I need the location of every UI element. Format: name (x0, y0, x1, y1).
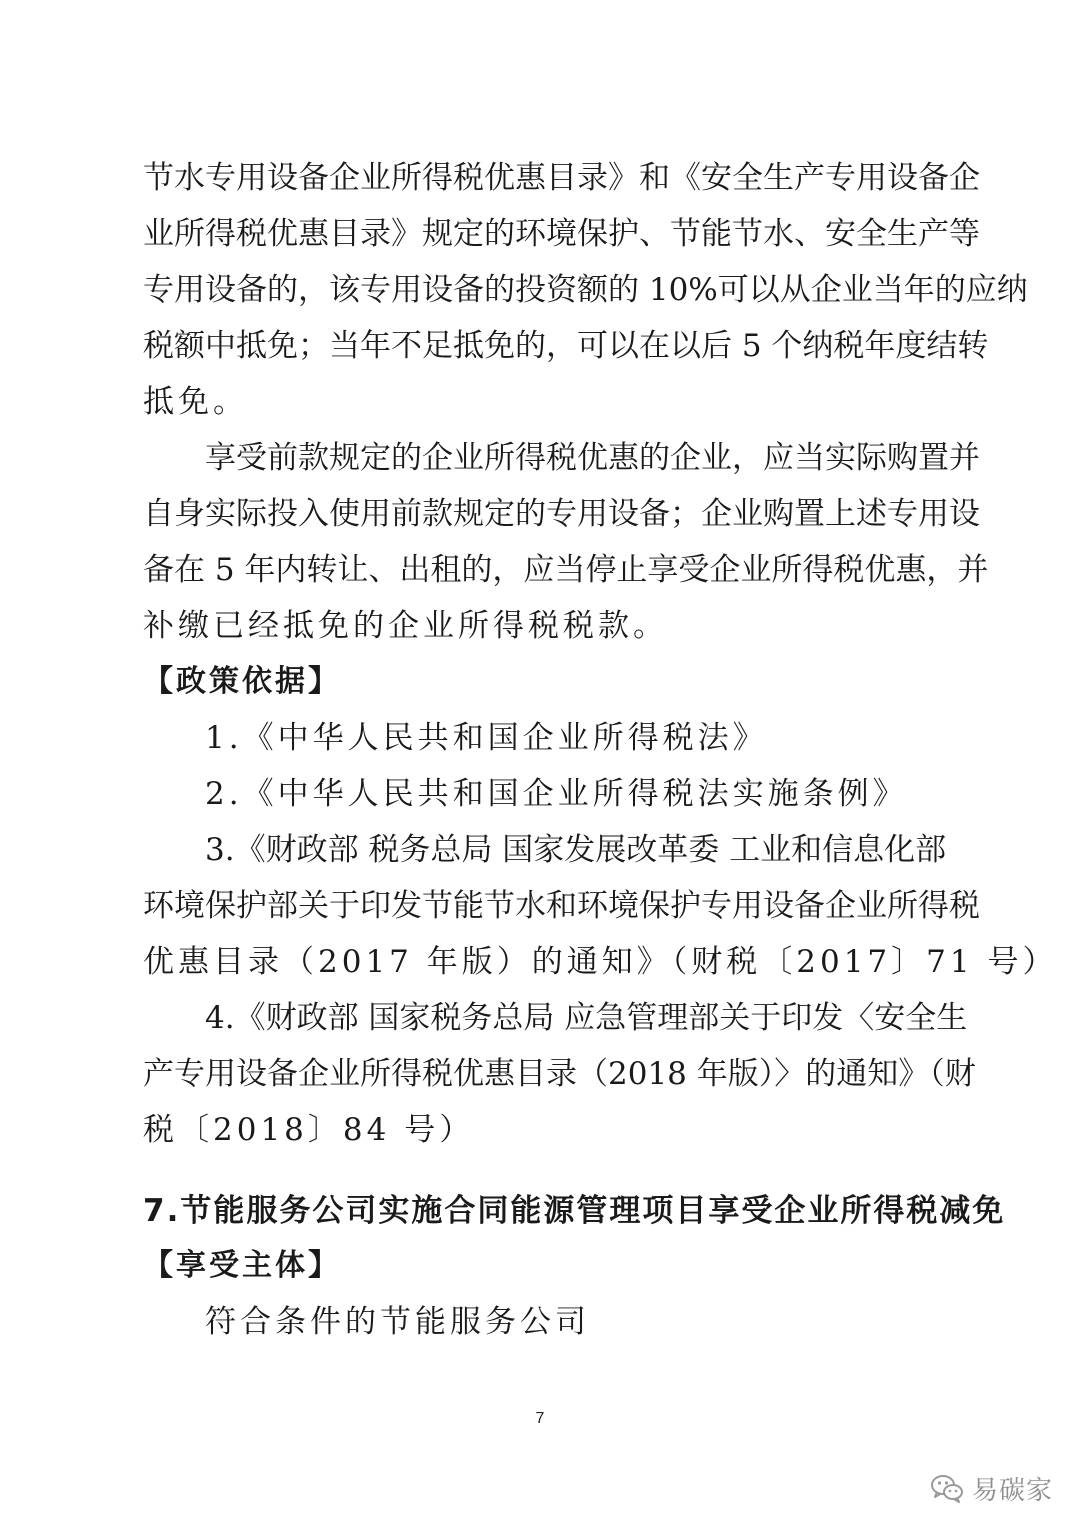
subject-text: 符合条件的节能服务公司 (205, 1304, 590, 1340)
policy-item: 2.《中华人民共和国企业所得税法实施条例》 (205, 776, 908, 812)
watermark (930, 1470, 1053, 1506)
policy-basis-heading: 【政策依据】 (143, 664, 341, 699)
paragraph-line: 自身实际投入使用前款规定的专用设备；企业购置上述专用设 (143, 496, 980, 532)
page-number: 7 (535, 1410, 545, 1427)
paragraph-line: 专用设备的，该专用设备的投资额的 10%可以从企业当年的应纳 (143, 272, 1028, 308)
paragraph-line: 抵免。 (143, 384, 248, 420)
section-title: 7.节能服务公司实施合同能源管理项目享受企业所得税减免 (143, 1193, 1006, 1229)
wechat-icon (930, 1473, 964, 1503)
policy-item-continued: 税〔2018〕84 号） (143, 1112, 475, 1148)
paragraph-line: 补缴已经抵免的企业所得税税款。 (143, 608, 668, 644)
paragraph-line: 备在 5 年内转让、出租的，应当停止享受企业所得税优惠，并 (143, 552, 989, 588)
policy-item-continued: 优惠目录（2017 年版）的通知》（财税〔2017〕71 号） (143, 944, 1058, 980)
policy-item: 3.《财政部 税务总局 国家发展改革委 工业和信息化部 (205, 832, 947, 868)
policy-item-continued: 产专用设备企业所得税优惠目录（2018 年版）〉的通知》（财 (143, 1056, 976, 1092)
paragraph-line: 节水专用设备企业所得税优惠目录》和《安全生产专用设备企 (143, 160, 980, 196)
paragraph-line: 享受前款规定的企业所得税优惠的企业，应当实际购置并 (205, 440, 980, 476)
policy-item: 1.《中华人民共和国企业所得税法》 (205, 720, 768, 756)
watermark-text: 易碳家 (972, 1475, 1054, 1506)
subject-heading: 【享受主体】 (143, 1248, 341, 1283)
policy-item: 4.《财政部 国家税务总局 应急管理部关于印发〈安全生 (205, 1000, 968, 1036)
paragraph-line: 税额中抵免；当年不足抵免的，可以在以后 5 个纳税年度结转 (143, 328, 989, 364)
policy-item-continued: 环境保护部关于印发节能节水和环境保护专用设备企业所得税 (143, 888, 980, 924)
paragraph-line: 业所得税优惠目录》规定的环境保护、节能节水、安全生产等 (143, 216, 980, 252)
